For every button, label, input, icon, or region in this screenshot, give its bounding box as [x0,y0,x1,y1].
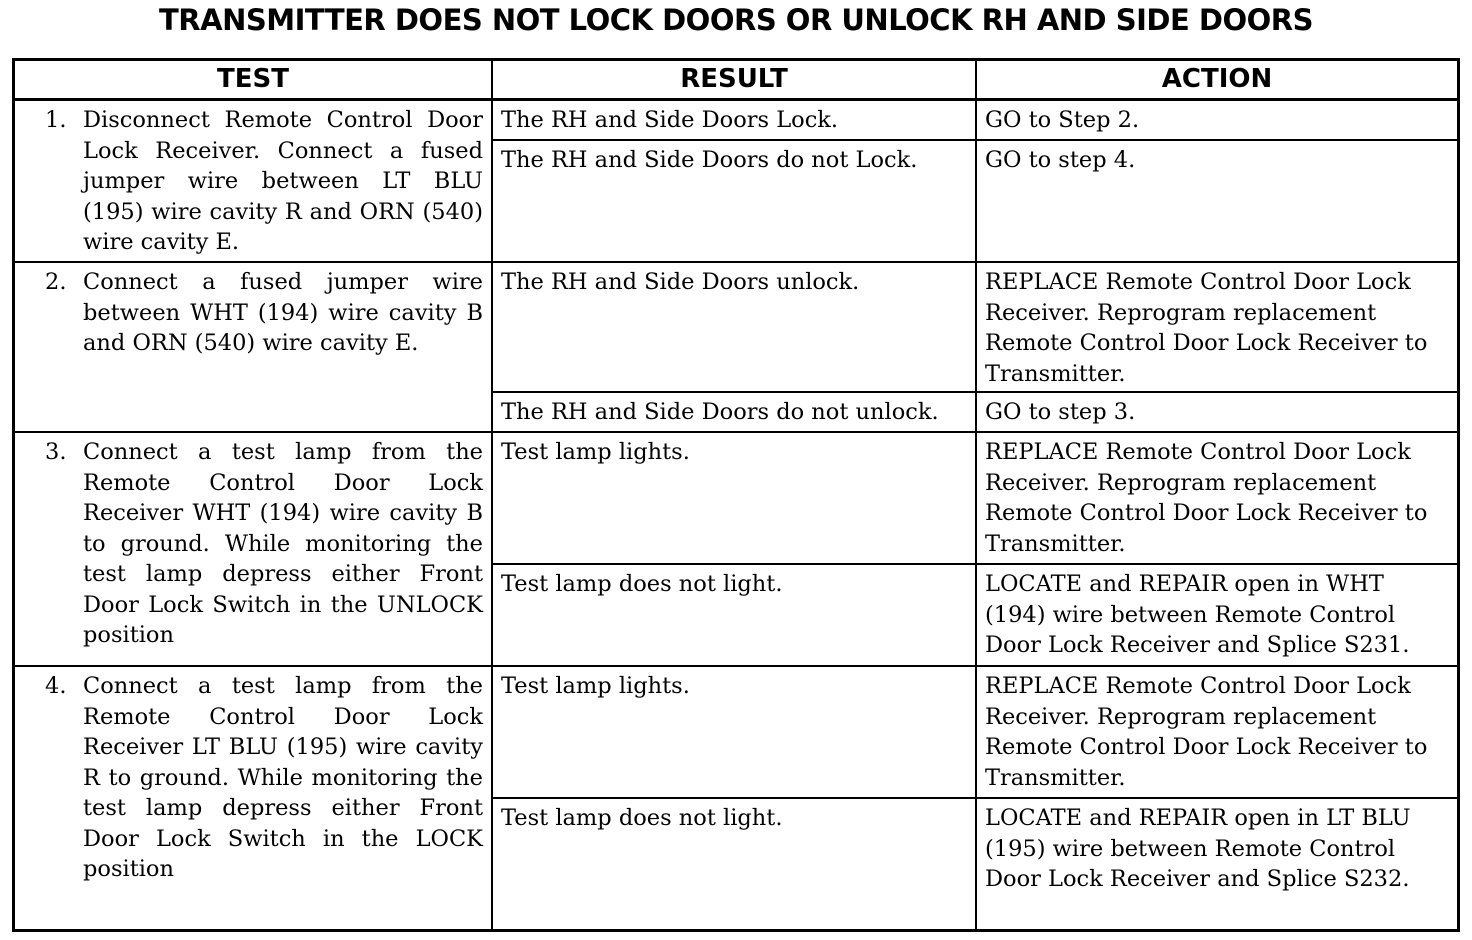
test-step-1 [15,101,493,263]
test-step-2 [15,263,493,433]
test-step-text: Connect a test lamp from the Remote Control Door Lock Receiver WHT (194) wire cavity B to ground. While monitoring the test lamp depress either Front Door Lock Switch in the UNLOCK position [83,439,483,648]
result-cell: Test lamp does not light. [493,799,977,929]
test-step-text: Disconnect Remote Control Door Lock Receiver. Connect a fused jumper wire between LT BLU (195) wire cavity R and ORN (540) wire cavity E. [83,107,483,255]
test-step-text: Connect a test lamp from the Remote Control Door Lock Receiver LT BLU (195) wire cavity R to ground. While monitoring the test lamp depress either Front Door Lock Switch in the LOCK position [83,673,483,882]
result-cell: Test lamp lights. [493,433,977,565]
action-cell: REPLACE Remote Control Door Lock Receiver. Reprogram replacement Remote Control Door Lock Receiver to Transmitter. [977,433,1457,565]
result-cell: The RH and Side Doors unlock. [493,263,977,393]
test-step-3 [15,433,493,667]
action-cell: REPLACE Remote Control Door Lock Receiver. Reprogram replacement Remote Control Door Lock Receiver to Transmitter. [977,263,1457,393]
action-cell: GO to step 4. [977,141,1457,263]
action-cell: LOCATE and REPAIR open in WHT (194) wire between Remote Control Door Lock Receiver and Splice S231. [977,565,1457,667]
result-cell: Test lamp does not light. [493,565,977,667]
result-cell: Test lamp lights. [493,667,977,799]
result-cell: The RH and Side Doors do not unlock. [493,393,977,433]
page-title: TRANSMITTER DOES NOT LOCK DOORS OR UNLOCK RH AND SIDE DOORS [159,3,1313,37]
header-test: TEST [15,61,493,101]
result-cell: The RH and Side Doors do not Lock. [493,141,977,263]
diagnostic-table [12,58,1460,932]
test-step-text: Connect a fused jumper wire between WHT (194) wire cavity B and ORN (540) wire cavity E. [83,269,483,356]
action-cell: LOCATE and REPAIR open in LT BLU (195) wire between Remote Control Door Lock Receiver and Splice S232. [985,805,1411,892]
action-cell: GO to step 3. [977,393,1457,433]
test-step-number: 1. [45,107,67,133]
result-cell: The RH and Side Doors Lock. [493,101,977,141]
action-cell: REPLACE Remote Control Door Lock Receiver. Reprogram replacement Remote Control Door Lock Receiver to Transmitter. [977,667,1457,799]
header-result: RESULT [493,61,977,101]
test-step-4 [15,667,493,929]
test-step-number: 2. [45,269,67,295]
test-step-number: 3. [45,439,67,465]
header-action: ACTION [977,61,1457,101]
test-step-number: 4. [45,673,67,699]
action-cell: GO to Step 2. [977,101,1457,141]
